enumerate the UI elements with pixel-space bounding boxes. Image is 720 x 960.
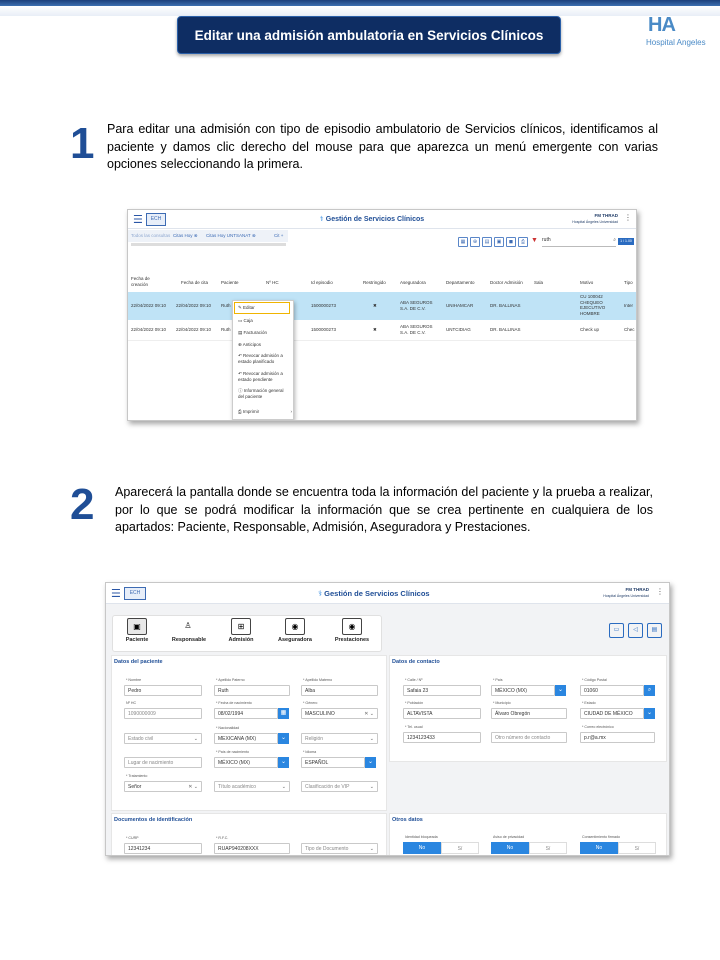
- search-count-badge: 1 / 1.00: [618, 238, 634, 245]
- tab-cit[interactable]: Cit +: [274, 233, 284, 238]
- menu-label: Información general del paciente: [238, 388, 284, 399]
- curp-label: * CURP: [126, 836, 139, 840]
- col-doctor-admision[interactable]: Doctor Admisión: [490, 280, 523, 285]
- nav-admision[interactable]: [215, 615, 267, 649]
- municipio-field[interactable]: Álvaro Obregón: [491, 708, 567, 719]
- nav-aseguradora[interactable]: [269, 615, 321, 649]
- menu-label: Revocar admisión a estado planificado: [238, 353, 283, 364]
- col-motivo[interactable]: Motivo: [580, 280, 594, 285]
- chevron-down-icon: ⌄: [369, 846, 374, 852]
- top-band-fade: [0, 6, 720, 16]
- nombre-label: * Nombre: [126, 678, 142, 682]
- print-icon: ⎙: [238, 409, 242, 414]
- nav-prestaciones[interactable]: [326, 615, 378, 649]
- lugar-nacimiento-field[interactable]: Lugar de nacimiento: [124, 757, 202, 768]
- undo-icon: ↶: [238, 353, 242, 358]
- close-icon[interactable]: ⊗: [193, 233, 198, 238]
- identidad-label: Identidad bloqueada: [405, 835, 438, 839]
- user-add-icon: ♙: [184, 621, 192, 630]
- hospital-logo: [640, 14, 710, 50]
- cash-icon: ▭: [238, 318, 243, 323]
- search-input[interactable]: [542, 237, 616, 247]
- row-departamento: UNIHAMCAR: [446, 303, 474, 308]
- col-id-episodio[interactable]: Id episodio: [311, 280, 333, 285]
- nav-label: Paciente: [125, 637, 149, 643]
- ech-logo-icon: ECH: [124, 587, 146, 600]
- menu-label: Caja: [243, 318, 253, 323]
- app-header: [106, 583, 669, 604]
- search-value: ruth: [542, 237, 551, 243]
- zoom-icon[interactable]: ⊕: [470, 237, 480, 247]
- pais-dropdown-button[interactable]: ⌄: [555, 685, 566, 696]
- row-motivo: Check up: [580, 327, 600, 332]
- documentos-title: Documentos de identificación: [114, 817, 193, 823]
- tipo-documento-placeholder: Tipo de Documento: [305, 846, 349, 852]
- row-doctor: DR. BALLINAS: [490, 303, 521, 308]
- titulo-academico-select[interactable]: [214, 781, 290, 792]
- estado-civil-select[interactable]: [124, 733, 202, 744]
- col-paciente[interactable]: Paciente: [221, 280, 239, 285]
- tab-citas-hoy-untsanat[interactable]: [206, 233, 256, 239]
- apellido-paterno-field[interactable]: Ruth: [214, 685, 290, 696]
- print-icon[interactable]: ⎙: [518, 237, 528, 247]
- tab-citas-hoy[interactable]: [173, 233, 198, 239]
- col-fecha-cita[interactable]: Fecha de cita: [181, 280, 209, 285]
- step-1-number: 1: [70, 119, 95, 168]
- row-tipo: Inter: [624, 303, 634, 308]
- col-restringido[interactable]: Restringido: [363, 280, 386, 285]
- calle-field[interactable]: Safaia 23: [403, 685, 481, 696]
- vip-select[interactable]: [301, 781, 378, 792]
- tratamiento-value: Señor: [128, 784, 142, 790]
- save-button[interactable]: ▤: [647, 623, 662, 638]
- consentimiento-si-toggle[interactable]: Sí: [618, 842, 656, 854]
- estado-label: * Estado: [582, 701, 596, 705]
- otros-datos-title: Otros datos: [392, 817, 423, 823]
- nav-label: Aseguradora: [278, 637, 312, 643]
- app-title: [318, 589, 430, 598]
- screenshot-admissions-list: [127, 209, 637, 421]
- menu-icon[interactable]: ☰: [111, 588, 121, 600]
- tab-todos[interactable]: Todos las consultas: [131, 233, 171, 238]
- aviso-no-toggle[interactable]: No: [491, 842, 529, 854]
- telefono-field[interactable]: 1234123433: [403, 732, 481, 743]
- rfc-field[interactable]: RUAP940208XXX: [214, 843, 290, 854]
- search-icon: ⌕: [613, 237, 616, 243]
- table-row[interactable]: [128, 320, 636, 341]
- logo-mark: HA: [648, 14, 675, 36]
- user-org: Hospital Ángeles Universidad: [572, 220, 618, 224]
- services-icon: ◉: [342, 618, 362, 635]
- chevron-down-icon: ⌄: [369, 736, 374, 742]
- menu-item-imprimir[interactable]: [238, 409, 292, 415]
- menu-item-anticipos[interactable]: [238, 342, 261, 348]
- admission-icon: ⊞: [231, 618, 251, 635]
- cp-label: * Código Postal: [582, 678, 607, 682]
- user-name: FM THRAD: [625, 587, 649, 592]
- table-row[interactable]: [128, 292, 636, 320]
- estado-dropdown-button[interactable]: ⌄: [644, 708, 655, 719]
- row-doctor: DR. BALLINAS: [490, 327, 521, 332]
- context-menu: [232, 300, 294, 420]
- user-org: Hospital Ángeles Universidad: [603, 594, 649, 598]
- tab-cit-label: Cit: [274, 233, 280, 238]
- cp-field[interactable]: 01060: [580, 685, 644, 696]
- idioma-label: * Idioma: [303, 750, 317, 754]
- row-tipo: Chec: [624, 327, 635, 332]
- col-tipo[interactable]: Tipo: [624, 280, 633, 285]
- chevron-down-icon: ✕ ⌄: [364, 711, 374, 717]
- menu-icon[interactable]: ☰: [133, 214, 143, 226]
- row-fecha-cita: 22/04/2022 09:10: [176, 327, 212, 332]
- religion-select[interactable]: [301, 733, 378, 744]
- estado-select[interactable]: CIUDAD DE MÉXICO: [580, 708, 644, 719]
- aviso-si-toggle[interactable]: Sí: [529, 842, 567, 854]
- row-restringido: ✖: [373, 327, 377, 332]
- screenshot-edit-admission: [105, 582, 670, 856]
- menu-item-editar[interactable]: [238, 305, 255, 311]
- idioma-dropdown-button[interactable]: ⌄: [365, 757, 376, 768]
- pais-nacimiento-dropdown-button[interactable]: ⌄: [278, 757, 289, 768]
- apellido-materno-label: * Apellido Materno: [303, 678, 333, 682]
- row-aseguradora: ABA SEGUROS S.A. DE C.V.: [400, 300, 433, 311]
- row-id-episodio: 1500000273: [311, 327, 337, 332]
- insurance-icon: ◉: [285, 618, 305, 635]
- grid-icon[interactable]: ▦: [458, 237, 468, 247]
- menu-label: Editar: [243, 305, 255, 310]
- row-fecha-creacion: 22/04/2022 09:10: [131, 303, 167, 308]
- nav-label: Prestaciones: [334, 637, 370, 643]
- nav-label: Admisión: [228, 637, 254, 643]
- datos-paciente-title: Datos del paciente: [114, 659, 163, 665]
- table-header: [128, 262, 636, 293]
- chevron-down-icon: ⌄: [193, 736, 198, 742]
- chevron-down-icon: ✕ ⌄: [188, 784, 198, 790]
- col-aseguradora[interactable]: Aseguradora: [400, 280, 426, 285]
- menu-item-facturacion[interactable]: [238, 330, 267, 336]
- vip-placeholder: Clasificación de VIP: [305, 784, 350, 790]
- nombre-field[interactable]: Pedro: [124, 685, 202, 696]
- patient-card-icon: ▣: [127, 618, 147, 635]
- nacionalidad-label: * Nacionalidad: [216, 726, 240, 730]
- tratamiento-label: * Tratamiento: [126, 774, 148, 778]
- stethoscope-icon: ⚕: [318, 589, 323, 598]
- user-name: FM THRAD: [594, 213, 618, 218]
- col-departamento[interactable]: Departamento: [446, 280, 475, 285]
- fecha-nacimiento-field[interactable]: 08/02/1994: [214, 708, 278, 719]
- pais-label: * País: [493, 678, 503, 682]
- step-2-text: Aparecerá la pantalla donde se encuentra toda la información del paciente y la prueba a realizar, por lo que se podrá modificar la información que se crea pertinente en cualquiera de los apartados: Paciente, Responsable, Admisión, Aseguradora y Prestaciones.: [115, 485, 653, 534]
- logo-text: Hospital Angeles: [646, 38, 706, 47]
- curp-field[interactable]: 12341234: [124, 843, 202, 854]
- close-icon[interactable]: ⊗: [251, 233, 256, 238]
- more-options-icon[interactable]: ⋮: [624, 213, 632, 222]
- pencil-icon: ✎: [238, 305, 242, 310]
- more-options-icon[interactable]: ⋮: [656, 587, 664, 596]
- row-id-episodio: 1500000273: [311, 303, 337, 308]
- calendar-icon[interactable]: ▣: [494, 237, 504, 247]
- nacionalidad-dropdown-button[interactable]: ⌄: [278, 733, 289, 744]
- back-button[interactable]: ◁: [628, 623, 643, 638]
- row-restringido: ✖: [373, 303, 377, 308]
- col-nhc[interactable]: Nº HC: [266, 280, 279, 285]
- card-button[interactable]: ▭: [609, 623, 624, 638]
- municipio-label: * Municipio: [493, 701, 511, 705]
- tab-citas-hoy-label: Citas Hoy: [173, 233, 193, 238]
- invoice-icon: ▤: [238, 330, 243, 335]
- col-fecha-creacion[interactable]: Fecha de creación: [131, 276, 150, 287]
- money-icon: ⊕: [238, 342, 242, 347]
- apellido-paterno-label: * Apellido Paterno: [216, 678, 245, 682]
- cp-search-button[interactable]: ⌕: [644, 685, 655, 696]
- genero-value: MASCULINO: [305, 711, 335, 717]
- calendar-button[interactable]: ▦: [278, 708, 289, 719]
- row-fecha-cita: 22/04/2022 09:10: [176, 303, 212, 308]
- genero-select[interactable]: [301, 708, 378, 719]
- titulo-placeholder: Título académico: [218, 784, 257, 790]
- datos-contacto-title: Datos de contacto: [392, 659, 440, 665]
- idioma-select[interactable]: ESPAÑOL: [301, 757, 365, 768]
- religion-placeholder: Religión: [305, 736, 324, 742]
- telefono-label: * Tel. usual: [405, 725, 423, 729]
- doc-icon[interactable]: ▤: [482, 237, 492, 247]
- consentimiento-label: Consentimiento firmado: [582, 835, 620, 839]
- genero-label: * Género: [303, 701, 318, 705]
- step-1-text: Para editar una admisión con tipo de episodio ambulatorio de Servicios clínicos, identificamos al paciente y damos clic derecho del mouse para que aparezca un menú emergente con varias opciones seleccionando la primera.: [107, 122, 658, 171]
- row-departamento: UNTCIDIAG: [446, 327, 471, 332]
- nhc-label: Nº HC: [126, 701, 137, 705]
- nav-responsable[interactable]: [163, 615, 215, 649]
- chevron-right-icon: ›: [290, 409, 292, 414]
- menu-item-revocar-pendiente[interactable]: [238, 371, 288, 382]
- rfc-label: * R.F.C.: [216, 836, 229, 840]
- fecha-nacimiento-label: * Fecha de nacimiento: [216, 701, 252, 705]
- menu-item-caja[interactable]: [238, 318, 253, 324]
- calle-label: * Calle / Nº: [405, 678, 423, 682]
- tipo-documento-select[interactable]: [301, 843, 378, 854]
- nav-label: Responsable: [171, 637, 207, 643]
- menu-item-informacion-general[interactable]: [238, 388, 288, 399]
- correo-field[interactable]: p.r@a.mx: [580, 732, 655, 743]
- correo-label: * Correo electrónico: [582, 725, 614, 729]
- stethoscope-icon: ⚕: [320, 216, 324, 223]
- row-motivo: CU 100042 CHEQUEO EJECUTIVO HOMBRE: [580, 294, 606, 316]
- pais-nacimiento-select[interactable]: MÉXICO (MX): [214, 757, 278, 768]
- row-paciente: Ruth: [221, 303, 231, 308]
- consentimiento-no-toggle[interactable]: No: [580, 842, 618, 854]
- folder-icon[interactable]: ◼: [506, 237, 516, 247]
- row-fecha-creacion: 22/04/2022 09:10: [131, 327, 167, 332]
- chevron-down-icon: ⌄: [369, 784, 374, 790]
- tratamiento-select[interactable]: [124, 781, 202, 792]
- undo-icon: ↶: [238, 371, 242, 376]
- menu-label: Revocar admisión a estado pendiente: [238, 371, 283, 382]
- menu-item-revocar-planificado[interactable]: [238, 353, 288, 364]
- app-title-text: Gestión de Servicios Clínicos: [324, 589, 430, 598]
- nhc-field: 1090000009: [124, 708, 202, 719]
- nacionalidad-select[interactable]: MEXICANA (MX): [214, 733, 278, 744]
- poblacion-field[interactable]: ALTAVISTA: [403, 708, 481, 719]
- step-2-number: 2: [70, 480, 95, 529]
- app-title-text: Gestión de Servicios Clínicos: [325, 216, 425, 223]
- info-icon: ⓘ: [238, 388, 243, 393]
- menu-label: Anticipos: [242, 342, 262, 347]
- col-sala[interactable]: Sala: [534, 280, 544, 285]
- tabs-scrollbar[interactable]: [131, 243, 286, 246]
- nav-paciente[interactable]: [111, 615, 163, 649]
- pais-nacimiento-label: * País de nacimiento: [216, 750, 249, 754]
- app-title: [320, 215, 424, 223]
- pais-select[interactable]: MÉXICO (MX): [491, 685, 555, 696]
- chevron-down-icon: ⌄: [281, 784, 286, 790]
- ech-logo-icon: ECH: [146, 213, 166, 226]
- aviso-label: Aviso de privacidad: [493, 835, 525, 839]
- identidad-no-toggle[interactable]: No: [403, 842, 441, 854]
- row-paciente: Ruth: [221, 327, 231, 332]
- page-title: Editar una admisión ambulatoria en Servicios Clínicos: [177, 16, 561, 54]
- otro-contacto-field[interactable]: Otro número de contacto: [491, 732, 567, 743]
- tab-untsanat-label: Citas Hoy UNTSANAT: [206, 233, 251, 238]
- identidad-si-toggle[interactable]: Sí: [441, 842, 479, 854]
- app-header: [128, 210, 636, 229]
- apellido-materno-field[interactable]: Alba: [301, 685, 378, 696]
- estado-civil-placeholder: Estado civil: [128, 736, 154, 742]
- menu-label: Imprimir: [242, 409, 260, 414]
- filter-icon[interactable]: ▼: [531, 237, 538, 244]
- menu-label: Facturación: [243, 330, 268, 335]
- poblacion-label: * Población: [405, 701, 424, 705]
- row-aseguradora: ABA SEGUROS S.A. DE C.V.: [400, 324, 433, 335]
